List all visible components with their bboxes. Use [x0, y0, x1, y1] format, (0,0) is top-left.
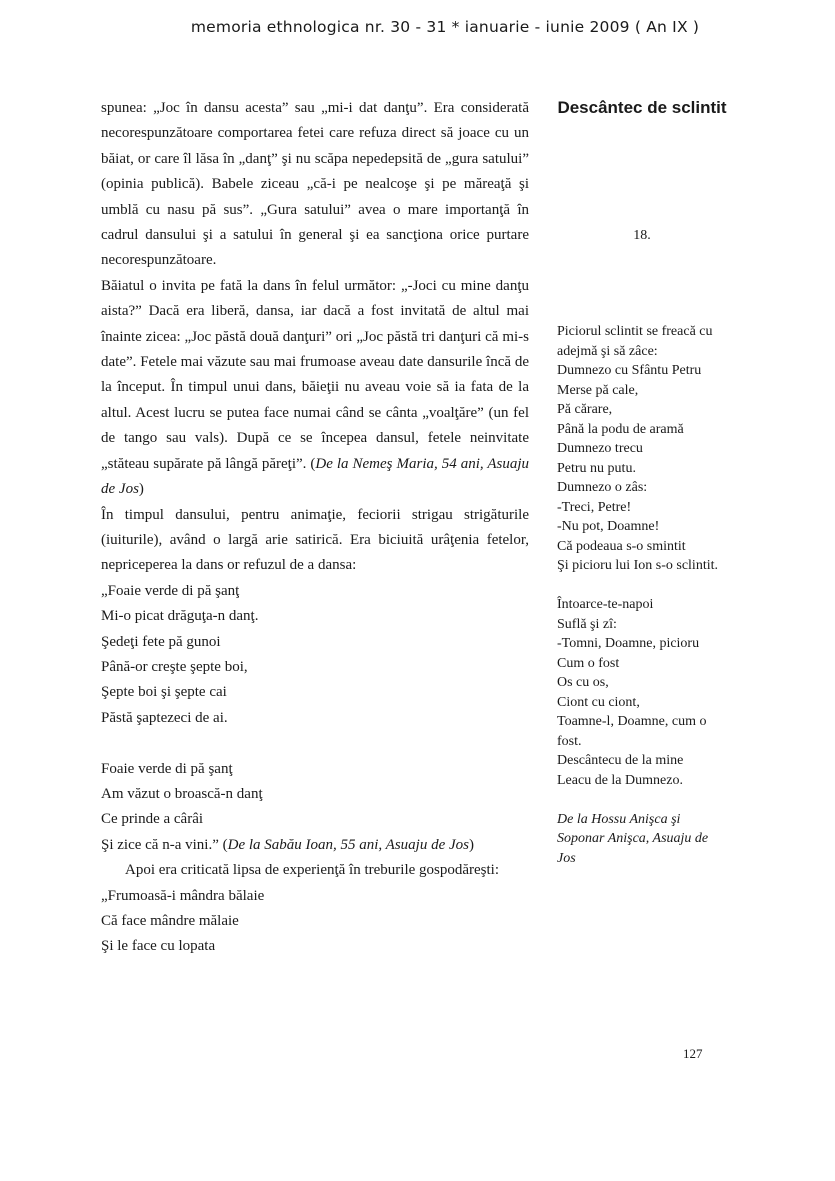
verse-line: Şedeţi fete pă gunoi	[101, 633, 221, 650]
verse-line: Şi le face cu lopata	[101, 938, 216, 955]
incantation-line: Pă cărare,	[557, 402, 613, 417]
incantation-line: Os cu os,	[557, 675, 609, 690]
citation-close: )	[468, 836, 474, 853]
incantation-line: Suflă şi zî:	[557, 616, 617, 632]
verse-line: Şepte boi şi şepte cai	[101, 684, 227, 701]
incantation-line: Merse pă cale,	[557, 382, 639, 398]
informant-citation: De la Nemeş Maria, 54 ani, Asuaju de Jos	[101, 455, 530, 498]
incantation-line: Toamne-l, Doamne, cum o fost.	[557, 714, 707, 749]
incantation-line: Până la podu de aramă	[557, 421, 684, 437]
side-column-text	[557, 322, 727, 868]
verse-line: Am văzut o broască-n danţ	[101, 785, 263, 802]
incantation-line: Cum o fost	[557, 655, 620, 671]
incantation-line: Că podeaua s-o smintit	[557, 538, 686, 554]
incantation-line: Dumnezo o zâs:	[557, 480, 648, 495]
incantation-line: Piciorul sclintit se freacă cu adejmă şi să zâce:	[557, 324, 713, 359]
informant-citation: De la Hossu Anişca şi Soponar Anişca, Asuaju de Jos	[557, 811, 709, 866]
paragraph-household: Apoi era criticată lipsa de experienţă în treburile gospodăreşti:	[125, 862, 500, 879]
verse-line: Ce prinde a cârâi	[101, 811, 204, 828]
incantation-line: Dumnezo trecu	[557, 441, 643, 456]
incantation-line: -Treci, Petre!	[557, 499, 632, 515]
paragraph-invitation	[101, 274, 529, 503]
paragraph-shouts: În timpul dansului, pentru animaţie, feciorii strigau strigăturile (iuiturile), având o largă arie satirică. Era biciuită urâţenia fetelor, nepriceperea la dans or refuzul de a dansa:	[101, 506, 529, 574]
incantation-line: Leacu de la Dumnezo.	[557, 772, 683, 788]
verse-block-2	[101, 757, 529, 859]
incantation-line: -Nu pot, Doamne!	[557, 519, 660, 534]
verse-block-1	[101, 579, 529, 731]
verse-line: Că face mândre mălaie	[101, 912, 239, 929]
verse-line: Păstă şaptezeci de ai.	[101, 709, 228, 726]
incantation-line: Descântecu de la mine	[557, 753, 684, 768]
incantation-line: Ciont cu ciont,	[557, 694, 640, 710]
side-title: Descântec de sclintit	[557, 98, 727, 117]
page-number: 127	[683, 1046, 703, 1061]
informant-citation: De la Sabău Ioan, 55 ani, Asuaju de Jos	[227, 836, 469, 853]
incantation-line: -Tomni, Doamne, picioru	[557, 636, 700, 651]
verse-line: „Foaie verde di pă şanţ	[101, 582, 240, 599]
invitation-text: Băiatul o invita pe fată la dans în felul următor: „-Joci cu mine danţu aista?” Dacă era liberă, dansa, iar dacă a fost invitată de altul mai înainte zicea: „Joc păstă două danţuri” ori „Joc păstă tri danţuri că mi-s date”. Fetele mai văzute sau mai frumoase aveau date dansurile încă de la început. În timpul unui dans, băieţii nu aveau voie să ia fata de la altul. Acest lucru se putea face numai când se cânta „voalţăre” (un fel de tango sau vals). După ce se începea dansul, fetele neinvitate „stăteau supărate pă lângă păreţi”. (	[101, 277, 529, 472]
side-item-number: 18.	[633, 228, 651, 243]
verse-line: „Frumoasă-i mândra bălaie	[101, 887, 265, 904]
incantation-line: Şi picioru lui Ion s-o sclintit.	[557, 558, 718, 573]
incantation-line: Întoarce-te-napoi	[557, 597, 654, 612]
verse-line-text: Şi zice că n-a vini.” (	[101, 836, 228, 853]
verse-line: Foaie verde di pă şanţ	[101, 760, 233, 777]
incantation-source	[557, 810, 727, 869]
verse-block-3	[101, 884, 529, 960]
citation-close: )	[138, 481, 144, 498]
journal-header: memoria ethnologica nr. 30 - 31 * ianuarie - iunie 2009 ( An IX )	[190, 18, 700, 36]
main-column	[101, 96, 529, 960]
verse-line: Mi-o picat drăguţa-n danţ.	[101, 608, 259, 625]
incantation-line: Petru nu putu.	[557, 460, 636, 476]
verse-line: Până-or creşte şepte boi,	[101, 658, 248, 675]
verse-line-with-citation	[101, 833, 529, 858]
paragraph-dance-etiquette: spunea: „Joc în dansu acesta” sau „mi-i dat danţu”. Era considerată necorespunzătoare comportarea fetei care refuza direct să joace cu un băiat, or care îl lăsa în „danţ” şi nu scăpa nepedepsită de „gura satului” (opinia publică). Babele ziceau „că-i pe nealcoşe şi pe măreaţă şi umblă cu nasu pă sus”. „Gura satului” avea o mare importanţă în cadrul dansului şi a satului în general şi ea sancţiona orice purtare necorespunzătoare.	[101, 100, 529, 269]
incantation-line: Dumnezo cu Sfântu Petru	[557, 363, 702, 378]
